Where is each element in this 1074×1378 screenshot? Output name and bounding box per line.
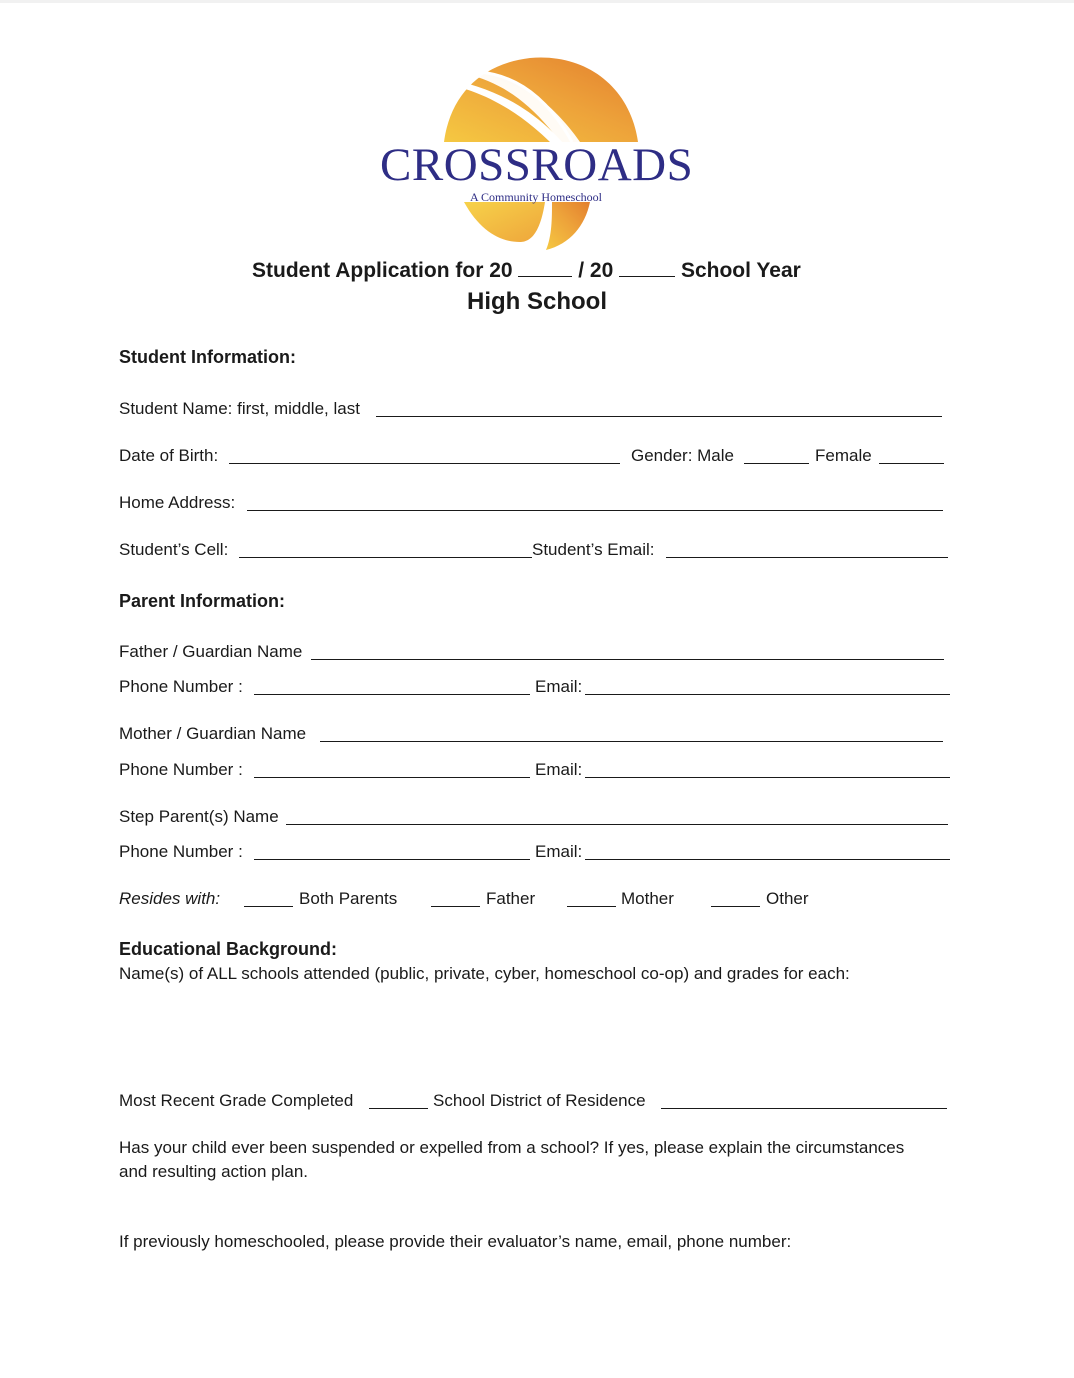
schools-attended-prompt: Name(s) of ALL schools attended (public, private, cyber, homeschool co-op) and grades for each: <box>119 964 850 983</box>
logo-wordmark: CROSSROADS <box>380 139 694 191</box>
father-name-field[interactable] <box>311 643 944 660</box>
resides-other-label: Other <box>766 889 809 908</box>
resides-with-label: Resides with: <box>119 889 221 908</box>
father-email-field[interactable] <box>585 678 950 695</box>
student-cell-field[interactable] <box>239 541 532 558</box>
step-parent-phone-field[interactable] <box>254 843 530 860</box>
form-title <box>252 259 801 283</box>
school-district-field[interactable] <box>661 1092 947 1109</box>
step-parent-email-label: Email: <box>535 842 583 861</box>
gender-male-label: Gender: Male <box>631 446 734 465</box>
dob-label: Date of Birth: <box>119 446 219 465</box>
student-email-field[interactable] <box>666 541 948 558</box>
mother-email-field[interactable] <box>585 761 950 778</box>
page-top-edge <box>0 0 1074 3</box>
mother-phone-label: Phone Number : <box>119 760 243 779</box>
resides-both-blank[interactable] <box>244 890 293 907</box>
suspension-question-line2: and resulting action plan. <box>119 1162 309 1181</box>
resides-father-label: Father <box>486 889 536 908</box>
gender-female-label: Female <box>815 446 872 465</box>
step-parent-email-field[interactable] <box>585 843 950 860</box>
title-mid: / 20 <box>578 259 614 282</box>
mother-name-label: Mother / Guardian Name <box>119 724 307 743</box>
student-email-label: Student’s Email: <box>532 540 655 559</box>
resides-both-label: Both Parents <box>299 889 398 908</box>
form-subtitle: High School <box>467 288 607 315</box>
title-prefix: Student Application for 20 <box>252 259 513 282</box>
title-suffix: School Year <box>680 259 801 282</box>
mother-name-field[interactable] <box>320 725 943 742</box>
grade-completed-field[interactable] <box>369 1092 428 1109</box>
parent-info-heading: Parent Information: <box>119 591 286 611</box>
step-parent-phone-label: Phone Number : <box>119 842 243 861</box>
crossroads-logo <box>380 56 692 252</box>
resides-other-blank[interactable] <box>711 890 760 907</box>
education-heading: Educational Background: <box>119 939 338 959</box>
evaluator-prompt: If previously homeschooled, please provide their evaluator’s name, email, phone number: <box>119 1232 792 1251</box>
father-email-label: Email: <box>535 677 583 696</box>
dob-field[interactable] <box>229 447 620 464</box>
gender-male-field[interactable] <box>744 447 809 464</box>
end-year-blank[interactable] <box>619 260 675 277</box>
resides-mother-blank[interactable] <box>567 890 616 907</box>
father-phone-field[interactable] <box>254 678 530 695</box>
student-info-heading: Student Information: <box>119 347 296 367</box>
start-year-blank[interactable] <box>518 260 572 277</box>
step-parent-name-label: Step Parent(s) Name <box>119 807 279 826</box>
gender-female-field[interactable] <box>879 447 944 464</box>
student-name-label: Student Name: first, middle, last <box>119 399 360 418</box>
mother-phone-field[interactable] <box>254 761 530 778</box>
home-address-label: Home Address: <box>119 493 236 512</box>
resides-father-blank[interactable] <box>431 890 480 907</box>
student-cell-label: Student’s Cell: <box>119 540 229 559</box>
father-phone-label: Phone Number : <box>119 677 243 696</box>
step-parent-name-field[interactable] <box>286 808 948 825</box>
father-name-label: Father / Guardian Name <box>119 642 303 661</box>
suspension-question-line1: Has your child ever been suspended or expelled from a school? If yes, please explain the circumstances <box>119 1138 905 1157</box>
mother-email-label: Email: <box>535 760 583 779</box>
resides-mother-label: Mother <box>621 889 674 908</box>
school-district-label: School District of Residence <box>433 1091 646 1110</box>
logo-tagline: A Community Homeschool <box>470 190 602 204</box>
grade-completed-label: Most Recent Grade Completed <box>119 1091 354 1110</box>
student-name-field[interactable] <box>376 400 942 417</box>
home-address-field[interactable] <box>247 494 943 511</box>
